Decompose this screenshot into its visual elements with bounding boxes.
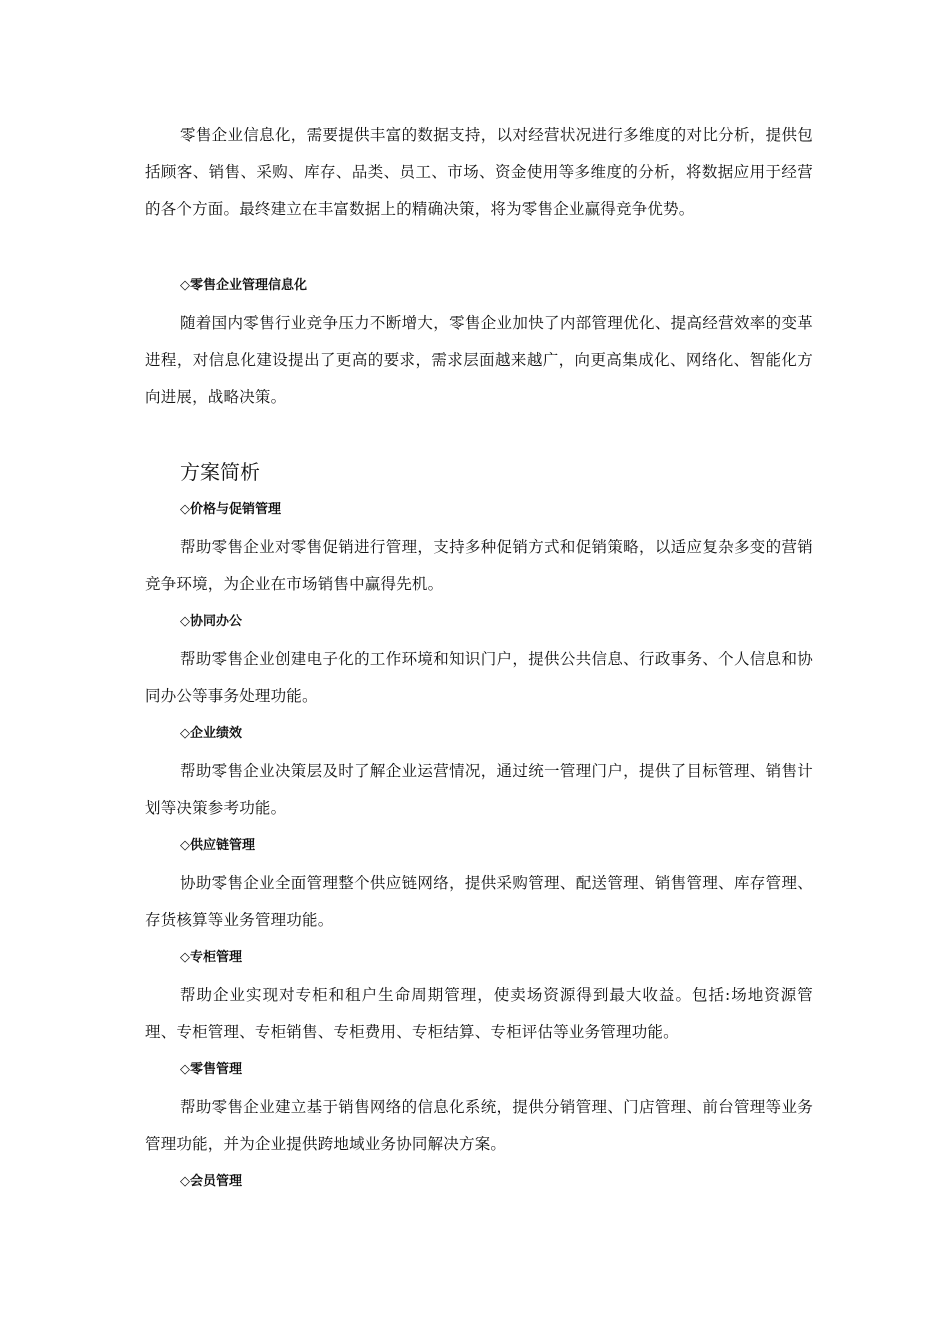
collaborative-office-heading: ◇协同办公 [180, 614, 242, 629]
supply-chain-paragraph: 协助零售企业全面管理整个供应链网络，提供采购管理、配送管理、销售管理、库存管理、存货核算等业务管理功能。 [145, 874, 813, 929]
management-heading: ◇零售企业管理信息化 [180, 278, 307, 293]
member-management-heading: ◇会员管理 [180, 1174, 242, 1189]
management-paragraph: 随着国内零售行业竞争压力不断增大，零售企业加快了内部管理优化、提高经营效率的变革进程，对信息化建设提出了更高的要求，需求层面越来越广，向更高集成化、网络化、智能化方向进展，战略决策。 [145, 314, 813, 406]
retail-management-heading: ◇零售管理 [180, 1062, 242, 1077]
intro-paragraph: 零售企业信息化，需要提供丰富的数据支持，以对经营状况进行多维度的对比分析，提供包括顾客、销售、采购、库存、品类、员工、市场、资金使用等多维度的分析，将数据应用于经营的各个方面。最终建立在丰富数据上的精确决策，将为零售企业赢得竞争优势。 [145, 126, 813, 218]
retail-management-paragraph: 帮助零售企业建立基于销售网络的信息化系统，提供分销管理、门店管理、前台管理等业务管理功能，并为企业提供跨地域业务协同解决方案。 [145, 1098, 813, 1153]
price-promotion-heading: ◇价格与促销管理 [180, 502, 281, 517]
enterprise-performance-heading: ◇企业绩效 [180, 726, 242, 741]
collaborative-office-paragraph: 帮助零售企业创建电子化的工作环境和知识门户，提供公共信息、行政事务、个人信息和协同办公等事务处理功能。 [145, 650, 813, 705]
counter-management-heading: ◇专柜管理 [180, 950, 242, 965]
supply-chain-heading: ◇供应链管理 [180, 838, 255, 853]
price-promotion-paragraph: 帮助零售企业对零售促销进行管理，支持多种促销方式和促销策略，以适应复杂多变的营销竞争环境，为企业在市场销售中赢得先机。 [145, 538, 813, 593]
counter-management-paragraph: 帮助企业实现对专柜和租户生命周期管理，使卖场资源得到最大收益。包括:场地资源管理、专柜管理、专柜销售、专柜费用、专柜结算、专柜评估等业务管理功能。 [145, 986, 813, 1041]
section-title: 方案简析 [180, 460, 260, 484]
enterprise-performance-paragraph: 帮助零售企业决策层及时了解企业运营情况，通过统一管理门户，提供了目标管理、销售计划等决策参考功能。 [145, 762, 813, 817]
